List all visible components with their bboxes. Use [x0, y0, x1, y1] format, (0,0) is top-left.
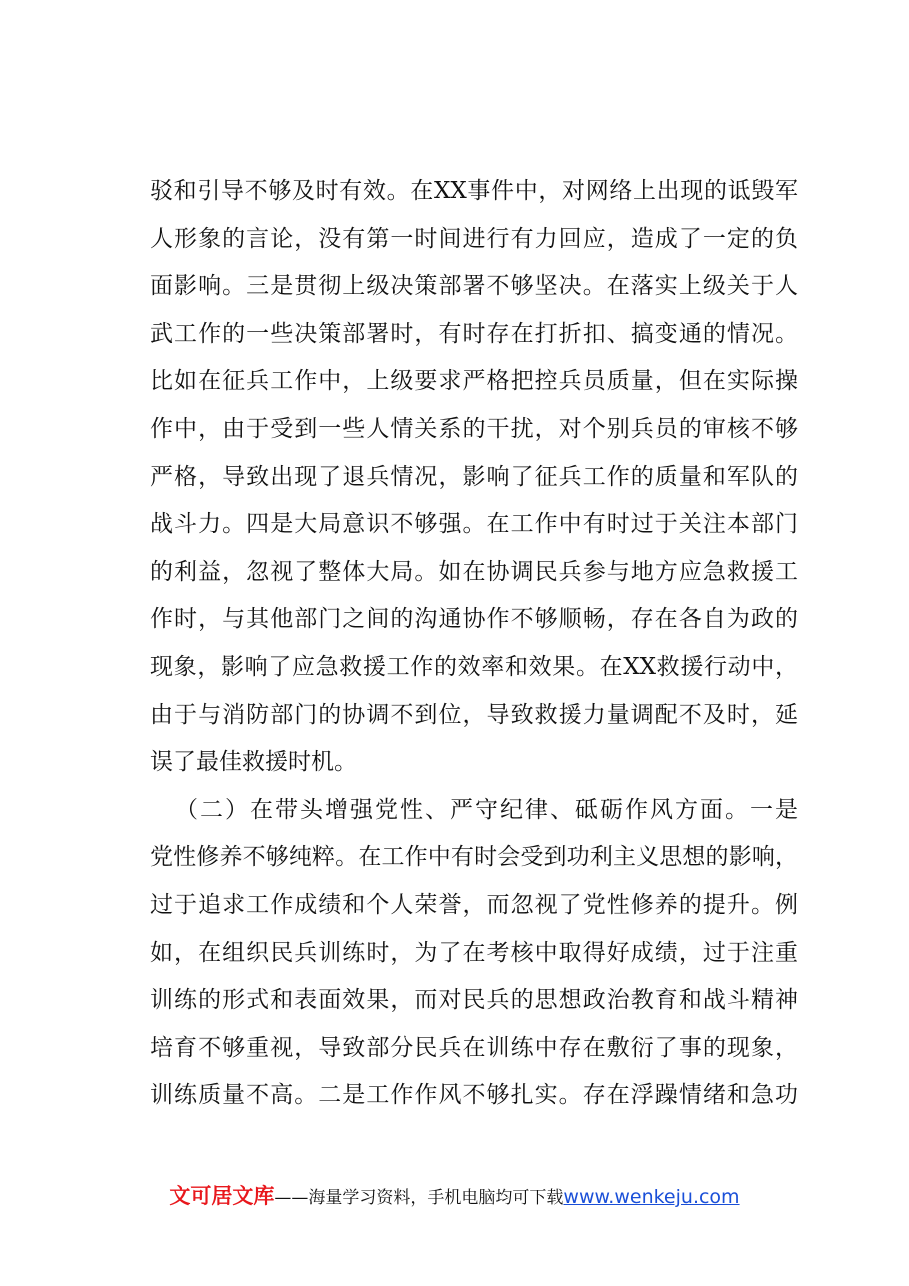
text-line: 人形象的言论，没有第一时间进行有力回应，造成了一定的负 [150, 225, 798, 252]
text-line: 如，在组织民兵训练时，为了在考核中取得好成绩，过于注重 [150, 939, 798, 966]
text-line: 的利益，忽视了整体大局。如在协调民兵参与地方应急救援工 [150, 558, 798, 585]
text-line: 比如在征兵工作中，上级要求严格把控兵员质量，但在实际操 [150, 368, 798, 395]
text-line: 面影响。三是贯彻上级决策部署不够坚决。在落实上级关于人 [150, 273, 798, 300]
text-line: 严格，导致出现了退兵情况，影响了征兵工作的质量和军队的 [150, 463, 798, 490]
text-line: 战斗力。四是大局意识不够强。在工作中有时过于关注本部门 [150, 511, 798, 538]
text-line: 现象，影响了应急救援工作的效率和效果。在XX救援行动中， [150, 653, 798, 680]
text-line: 党性修养不够纯粹。在工作中有时会受到功利主义思想的影响， [150, 844, 798, 871]
text-line: 武工作的一些决策部署时，有时存在打折扣、搞变通的情况。 [150, 320, 798, 347]
text-line: 驳和引导不够及时有效。在XX事件中，对网络上出现的诋毁军 [150, 178, 798, 204]
text-line: 作时，与其他部门之间的沟通协作不够顺畅，存在各自为政的 [150, 606, 798, 633]
text-line: 误了最佳救援时机。 [150, 749, 357, 776]
text-line: 训练质量不高。二是工作作风不够扎实。存在浮躁情绪和急功 [150, 1082, 798, 1109]
section-heading-line: （二）在带头增强党性、严守纪律、砥砺作风方面。一是 [175, 796, 798, 823]
text-line: 过于追求工作成绩和个人荣誉，而忽视了党性修养的提升。例 [150, 891, 798, 918]
text-line: 作中，由于受到一些人情关系的干扰，对个别兵员的审核不够 [150, 415, 798, 442]
footer-site-link[interactable]: www.wenkeju.com [563, 1186, 740, 1208]
footer-brand: 文可居文库 [169, 1184, 275, 1208]
body-text [150, 168, 798, 1120]
text-line: 训练的形式和表面效果，而对民兵的思想政治教育和战斗精神 [150, 987, 798, 1014]
footer-banner [0, 1180, 909, 1210]
text-line: 培育不够重视，导致部分民兵在训练中存在敷衍了事的现象， [150, 1034, 798, 1061]
footer-tagline: ——海量学习资料，手机电脑均可下载 [274, 1188, 564, 1208]
text-line: 由于与消防部门的协调不到位，导致救援力量调配不及时，延 [150, 701, 798, 728]
